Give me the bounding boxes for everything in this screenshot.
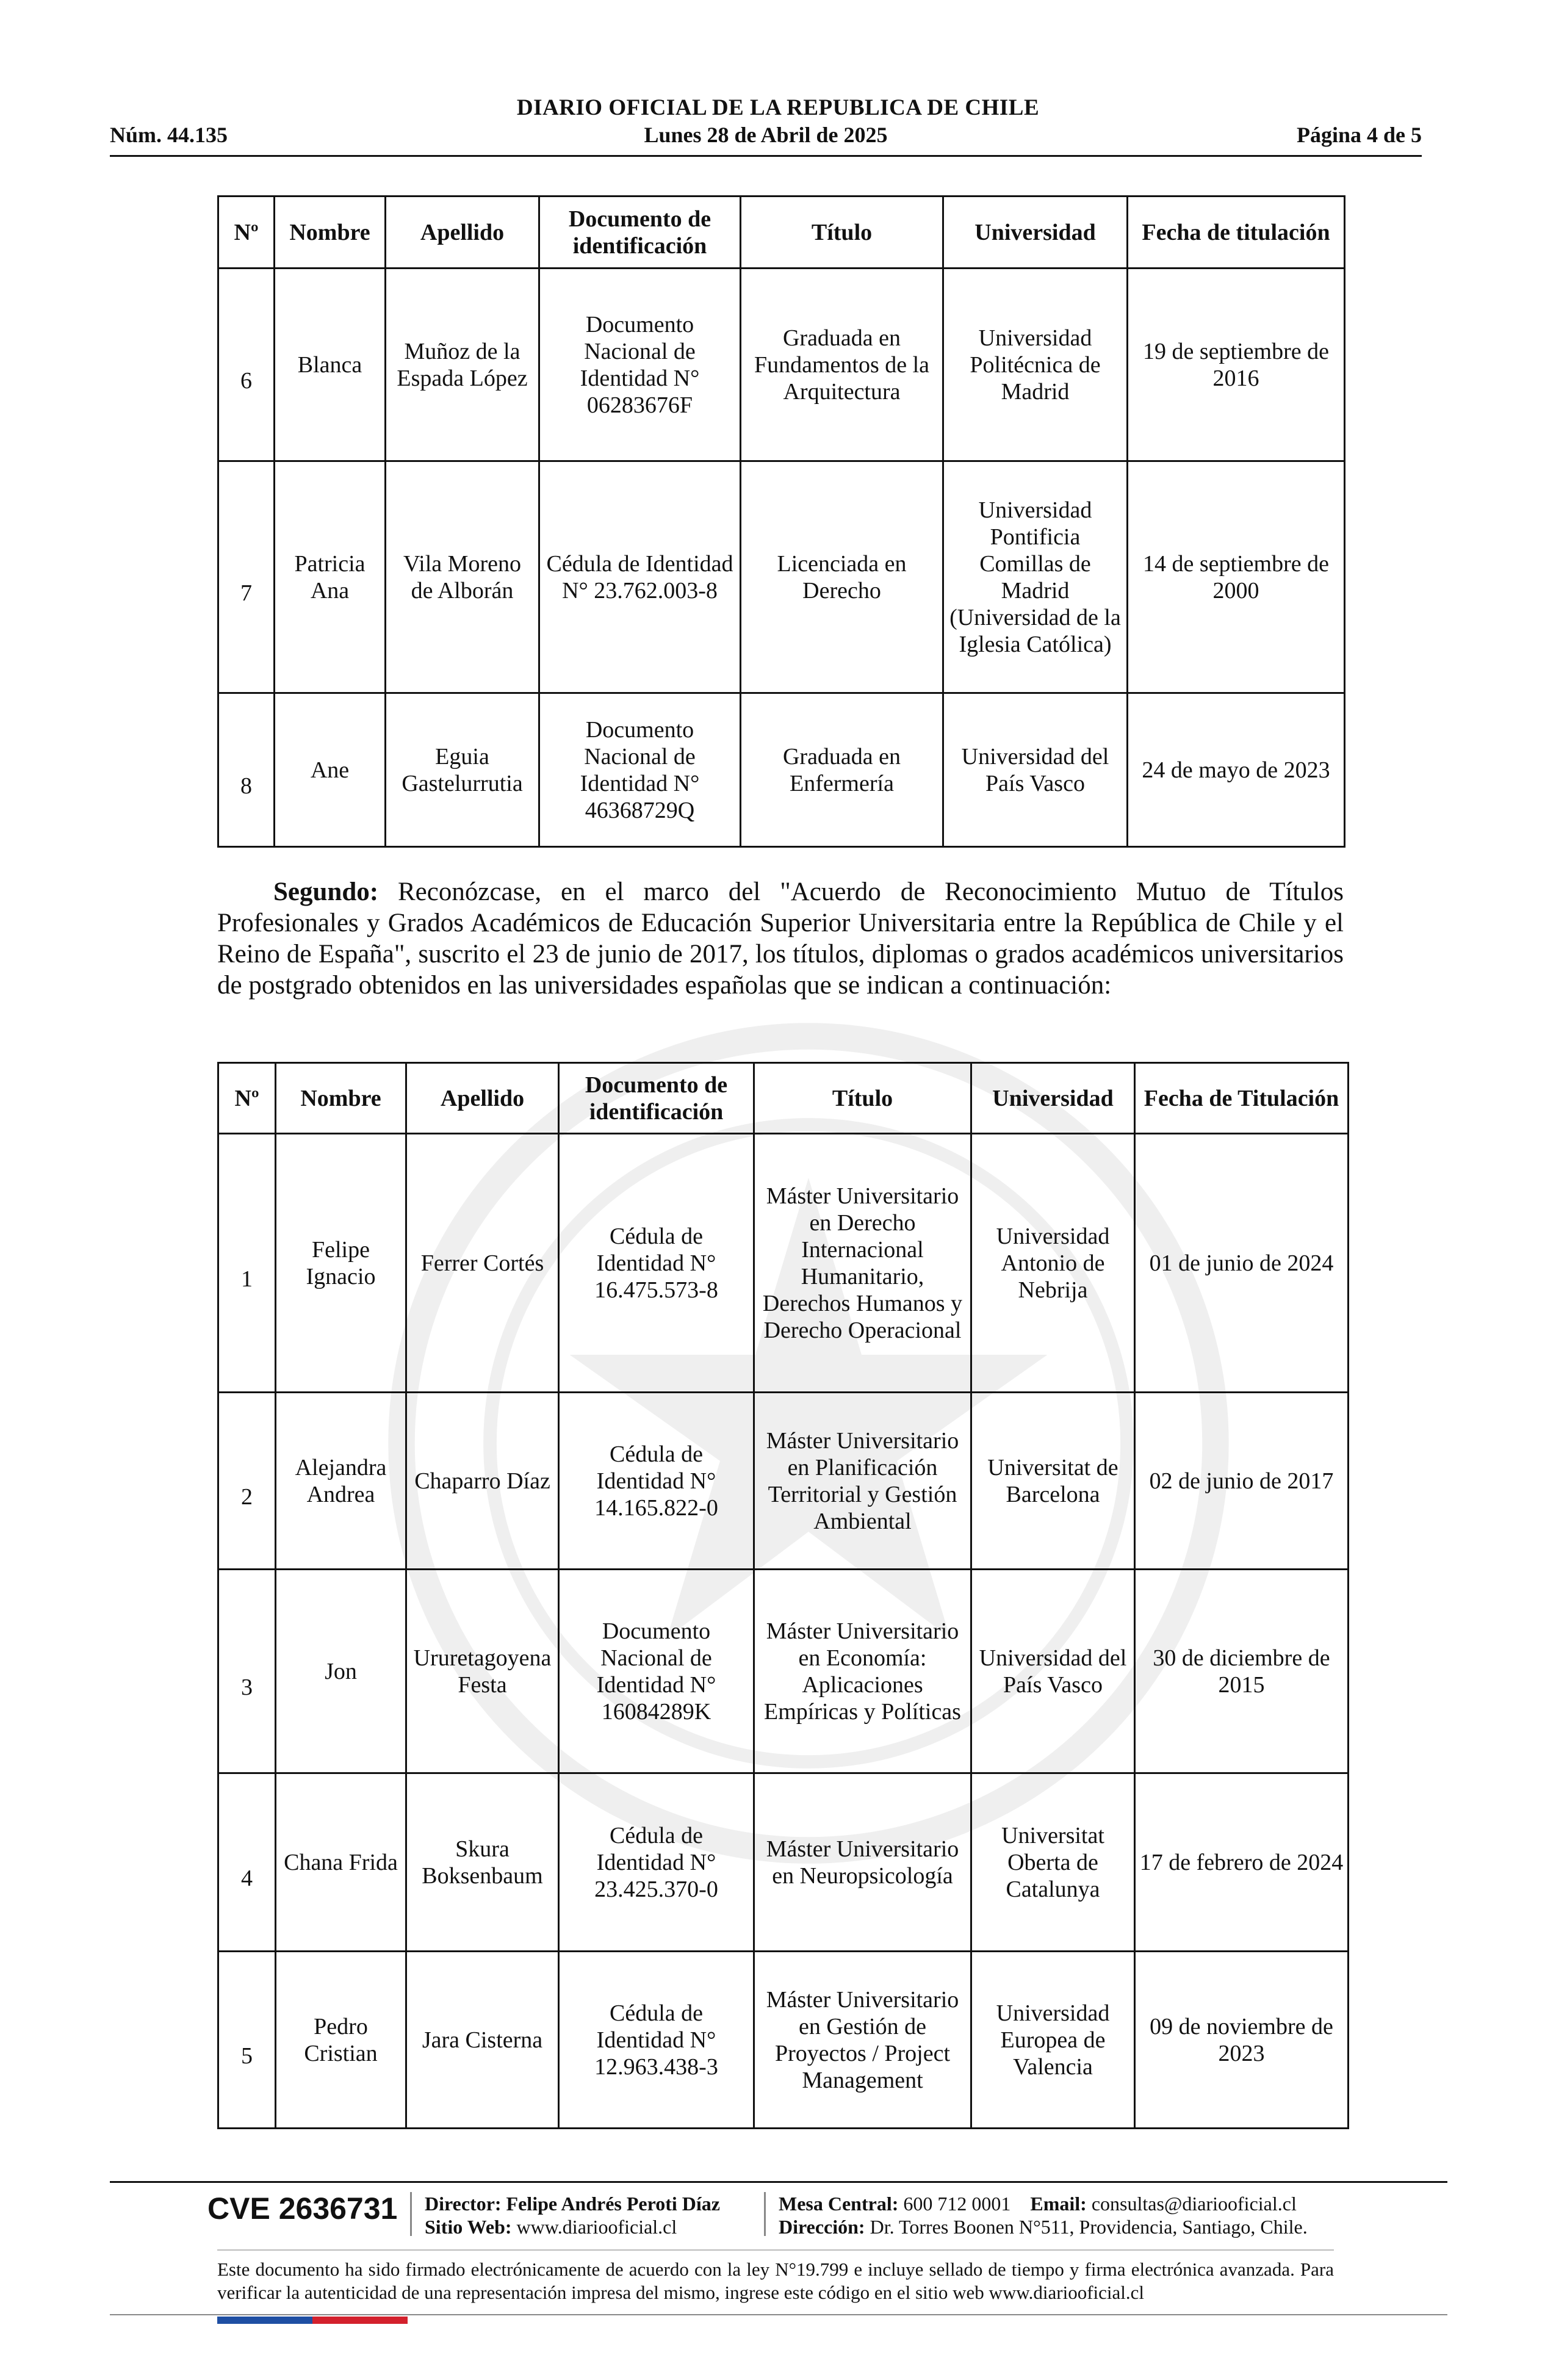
cell-titulo: Licenciada en Derecho: [741, 461, 943, 693]
direccion-address: Dr. Torres Boonen N°511, Providencia, Santiago, Chile.: [870, 2216, 1308, 2238]
footer-director-column: [425, 2192, 720, 2238]
row-number: 3: [218, 1570, 276, 1773]
header-cell: Nombre: [275, 197, 386, 269]
cell-apellido: Ururetagoyena Festa: [406, 1570, 559, 1773]
cell-fecha: 30 de diciembre de 2015: [1135, 1570, 1349, 1773]
issue-date: Lunes 28 de Abril de 2025: [644, 123, 888, 147]
cell-universidad: Universitat Oberta de Catalunya: [971, 1773, 1135, 1952]
cell-fecha: 01 de junio de 2024: [1135, 1134, 1349, 1393]
page-indicator: Página 4 de 5: [1296, 123, 1422, 147]
cell-universidad: Universidad Politécnica de Madrid: [943, 269, 1128, 461]
cell-apellido: Eguia Gastelurrutia: [386, 693, 539, 847]
cell-nombre: Pedro Cristian: [276, 1952, 406, 2129]
header-cell: Fecha de titulación: [1128, 197, 1345, 269]
cell-fecha: 14 de septiembre de 2000: [1128, 461, 1345, 693]
table-row: [218, 1952, 1349, 2129]
cell-nombre: Alejandra Andrea: [276, 1393, 406, 1570]
cell-documento: Cédula de Identidad N° 14.165.822-0: [559, 1393, 754, 1570]
cell-nombre: Blanca: [275, 269, 386, 461]
header-divider: [110, 155, 1422, 157]
journal-title: DIARIO OFICIAL DE LA REPUBLICA DE CHILE: [516, 95, 1040, 120]
footer-separator: [764, 2192, 766, 2236]
footer-divider-bottom: [110, 2314, 1447, 2315]
cell-documento: Cédula de Identidad N° 23.425.370-0: [559, 1773, 754, 1952]
table-row: [218, 1393, 1349, 1570]
cell-titulo: Graduada en Enfermería: [741, 693, 943, 847]
row-number: 7: [218, 461, 275, 693]
cell-titulo: Máster Universitario en Neuropsicología: [754, 1773, 971, 1952]
header-cell: Apellido: [386, 197, 539, 269]
table-header-row: [218, 1063, 1349, 1134]
row-number: 2: [218, 1393, 276, 1570]
director-name: Felipe Andrés Peroti Díaz: [506, 2193, 720, 2215]
table-row: [218, 1570, 1349, 1773]
cell-apellido: Ferrer Cortés: [406, 1134, 559, 1393]
cell-documento: Cédula de Identidad N° 16.475.573-8: [559, 1134, 754, 1393]
header-cell: Documento de identificación: [559, 1063, 754, 1134]
website-label: Sitio Web:: [425, 2216, 512, 2238]
footer-contact-column: [779, 2192, 1308, 2238]
header-cell: Nº: [218, 1063, 276, 1134]
table-titles-recognition-first: [217, 195, 1345, 848]
cell-fecha: 19 de septiembre de 2016: [1128, 269, 1345, 461]
table-row: [218, 693, 1345, 847]
table-header-row: [218, 197, 1345, 269]
cell-fecha: 02 de junio de 2017: [1135, 1393, 1349, 1570]
cell-nombre: Patricia Ana: [275, 461, 386, 693]
row-number: 8: [218, 693, 275, 847]
header-cell: Nº: [218, 197, 275, 269]
cell-documento: Documento Nacional de Identidad N° 46368729Q: [539, 693, 741, 847]
mesa-phone: 600 712 0001: [903, 2193, 1011, 2215]
row-number: 5: [218, 1952, 276, 2129]
cell-universidad: Universidad Pontificia Comillas de Madrid (Universidad de la Iglesia Católica): [943, 461, 1128, 693]
row-number: 4: [218, 1773, 276, 1952]
flag-stripe-red: [312, 2317, 408, 2324]
footer-divider-middle: [217, 2249, 1334, 2251]
cell-titulo: Graduada en Fundamentos de la Arquitectura: [741, 269, 943, 461]
director-label: Director:: [425, 2193, 502, 2215]
footer-divider-top: [110, 2181, 1447, 2183]
footer-separator: [410, 2192, 412, 2236]
cell-titulo: Máster Universitario en Gestión de Proyectos / Project Management: [754, 1952, 971, 2129]
legal-notice: Este documento ha sido firmado electrónicamente de acuerdo con la ley N°19.799 e incluye sellado de tiempo y firma electrónica avanzada. Para verificar la autenticidad de una representación impresa del mismo, ingrese este código en el sitio web www.diariooficial.cl: [217, 2259, 1334, 2303]
paragraph-text: Reconózcase, en el marco del "Acuerdo de Reconocimiento Mutuo de Títulos Profesionales y Grados Académicos de Educación Superior Universitaria entre la República de Chile y el Reino de España", suscrito el 23 de junio de 2017, los títulos, diplomas o grados académicos universitarios de postgrado obtenidos en las universidades españolas que se indican a continuación:: [217, 878, 1344, 1000]
cell-documento: Documento Nacional de Identidad N° 16084289K: [559, 1570, 754, 1773]
row-number: 1: [218, 1134, 276, 1393]
body-paragraph-segundo: [217, 876, 1344, 1001]
cell-universidad: Universitat de Barcelona: [971, 1393, 1135, 1570]
header-row: [110, 122, 1422, 151]
header-cell: Nombre: [276, 1063, 406, 1134]
flag-stripe-blue: [217, 2317, 312, 2324]
table-row: [218, 461, 1345, 693]
cell-universidad: Universidad del País Vasco: [943, 693, 1128, 847]
row-number: 6: [218, 269, 275, 461]
header-cell: Universidad: [971, 1063, 1135, 1134]
cve-code: CVE 2636731: [207, 2191, 398, 2226]
cell-apellido: Chaparro Díaz: [406, 1393, 559, 1570]
header-cell: Título: [741, 197, 943, 269]
cell-apellido: Jara Cisterna: [406, 1952, 559, 2129]
table-row: [218, 269, 1345, 461]
header-cell: Apellido: [406, 1063, 559, 1134]
mesa-label: Mesa Central:: [779, 2193, 899, 2215]
cell-documento: Cédula de Identidad N° 23.762.003-8: [539, 461, 741, 693]
website-link[interactable]: www.diariooficial.cl: [516, 2216, 677, 2238]
issue-number: Núm. 44.135: [110, 123, 228, 147]
cell-fecha: 17 de febrero de 2024: [1135, 1773, 1349, 1952]
cell-universidad: Universidad Europea de Valencia: [971, 1952, 1135, 2129]
table-row: [218, 1773, 1349, 1952]
cell-titulo: Máster Universitario en Derecho Internacional Humanitario, Derechos Humanos y Derecho Operacional: [754, 1134, 971, 1393]
cell-documento: Cédula de Identidad N° 12.963.438-3: [559, 1952, 754, 2129]
paragraph-lead: Segundo:: [273, 878, 379, 906]
cell-apellido: Muñoz de la Espada López: [386, 269, 539, 461]
cell-titulo: Máster Universitario en Planificación Territorial y Gestión Ambiental: [754, 1393, 971, 1570]
cell-fecha: 09 de noviembre de 2023: [1135, 1952, 1349, 2129]
cell-fecha: 24 de mayo de 2023: [1128, 693, 1345, 847]
table-titles-recognition-postgrado: [217, 1062, 1349, 2129]
cell-universidad: Universidad Antonio de Nebrija: [971, 1134, 1135, 1393]
email-label: Email:: [1030, 2193, 1087, 2215]
cell-nombre: Jon: [276, 1570, 406, 1773]
cell-apellido: Skura Boksenbaum: [406, 1773, 559, 1952]
cell-nombre: Chana Frida: [276, 1773, 406, 1952]
cell-nombre: Ane: [275, 693, 386, 847]
direccion-label: Dirección:: [779, 2216, 865, 2238]
table-row: [218, 1134, 1349, 1393]
cell-apellido: Vila Moreno de Alborán: [386, 461, 539, 693]
header-cell: Fecha de Titulación: [1135, 1063, 1349, 1134]
cell-titulo: Máster Universitario en Economía: Aplicaciones Empíricas y Políticas: [754, 1570, 971, 1773]
cell-nombre: Felipe Ignacio: [276, 1134, 406, 1393]
email-link[interactable]: consultas@diariooficial.cl: [1091, 2193, 1297, 2215]
cell-documento: Documento Nacional de Identidad N° 06283676F: [539, 269, 741, 461]
cell-universidad: Universidad del País Vasco: [971, 1570, 1135, 1773]
header-cell: Universidad: [943, 197, 1128, 269]
header-cell: Título: [754, 1063, 971, 1134]
header-cell: Documento de identificación: [539, 197, 741, 269]
